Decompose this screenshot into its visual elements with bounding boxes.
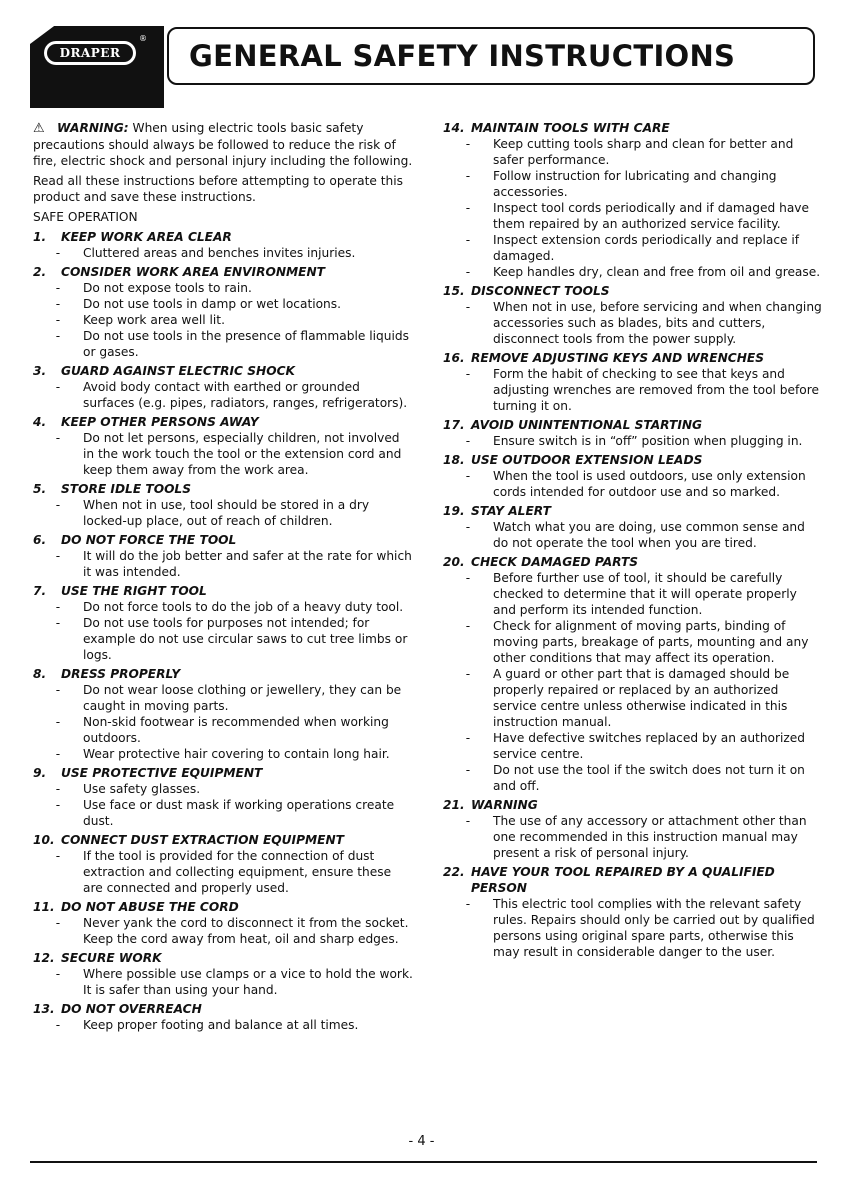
safety-section	[443, 417, 823, 449]
bullet-dash: -	[465, 814, 471, 828]
safety-section	[33, 666, 413, 762]
intro-paragraph: Read all these instructions before attempting to operate this product and save these instructions.	[33, 174, 403, 204]
item-text: This electric tool complies with the relevant safety rules. Repairs should only be carried out by qualified persons using original spare parts, otherwise this may result in considerable danger to the user.	[493, 897, 815, 959]
bullet-dash: -	[55, 1018, 61, 1032]
section-title: DO NOT FORCE THE TOOL	[61, 533, 237, 547]
safety-section	[33, 1001, 413, 1033]
bullet-dash: -	[465, 300, 471, 314]
section-heading	[33, 363, 413, 379]
warning-triangle-icon: ⚠	[33, 121, 45, 136]
list-item	[443, 730, 823, 762]
bullet-dash: -	[465, 367, 471, 381]
section-title: STORE IDLE TOOLS	[61, 482, 191, 496]
list-item	[443, 519, 823, 551]
item-text: Watch what you are doing, use common sense and do not operate the tool when you are tired.	[493, 520, 805, 550]
safety-section	[33, 832, 413, 896]
section-number: 12.	[33, 951, 55, 965]
left-sections	[33, 229, 413, 1033]
section-heading	[443, 283, 823, 299]
item-text: Keep proper footing and balance at all times.	[83, 1018, 359, 1032]
section-heading	[33, 765, 413, 781]
list-item	[443, 468, 823, 500]
page-title: GENERAL SAFETY INSTRUCTIONS	[189, 39, 736, 73]
list-item	[33, 1017, 413, 1033]
bullet-dash: -	[465, 469, 471, 483]
section-number: 7.	[33, 584, 47, 598]
item-text: Do not force tools to do the job of a heavy duty tool.	[83, 600, 404, 614]
item-text: It will do the job better and safer at the rate for which it was intended.	[83, 549, 412, 579]
safety-section	[33, 583, 413, 663]
safety-section	[33, 363, 413, 411]
section-number: 1.	[33, 230, 47, 244]
list-item	[33, 599, 413, 615]
section-heading	[33, 264, 413, 280]
bullet-dash: -	[55, 549, 61, 563]
item-text: Inspect extension cords periodically and replace if damaged.	[493, 233, 800, 263]
safety-section	[33, 899, 413, 947]
bullet-dash: -	[465, 763, 471, 777]
right-column	[443, 120, 823, 963]
list-item	[443, 366, 823, 414]
item-text: If the tool is provided for the connection of dust extraction and collecting equipment, ensure these are connected and properly used.	[83, 849, 392, 895]
bullet-dash: -	[465, 897, 471, 911]
list-item	[443, 618, 823, 666]
section-number: 14.	[443, 121, 465, 135]
list-item	[33, 245, 413, 261]
section-title: STAY ALERT	[471, 504, 551, 518]
section-title: CONNECT DUST EXTRACTION EQUIPMENT	[61, 833, 344, 847]
section-number: 9.	[33, 766, 47, 780]
logo-text: DRAPER	[47, 44, 133, 62]
section-number: 4.	[33, 415, 47, 429]
section-title: WARNING	[471, 798, 538, 812]
safety-section	[443, 864, 823, 960]
section-title: REMOVE ADJUSTING KEYS AND WRENCHES	[471, 351, 765, 365]
item-text: The use of any accessory or attachment other than one recommended in this instruction manual may present a risk of personal injury.	[493, 814, 807, 860]
section-heading	[33, 1001, 413, 1017]
item-text: Do not let persons, especially children, not involved in the work touch the tool or the extension cord and keep them away from the work area.	[83, 431, 402, 477]
section-heading	[33, 666, 413, 682]
item-text: Where possible use clamps or a vice to hold the work. It is safer than using your hand.	[83, 967, 413, 997]
section-title: KEEP OTHER PERSONS AWAY	[61, 415, 259, 429]
section-title: GUARD AGAINST ELECTRIC SHOCK	[61, 364, 295, 378]
item-text: Use face or dust mask if working operations create dust.	[83, 798, 395, 828]
section-heading	[33, 229, 413, 245]
bullet-dash: -	[55, 329, 61, 343]
bullet-dash: -	[465, 520, 471, 534]
safe-operation-heading: SAFE OPERATION	[33, 210, 138, 224]
item-text: Have defective switches replaced by an authorized service centre.	[493, 731, 806, 761]
section-number: 13.	[33, 1002, 55, 1016]
bullet-dash: -	[55, 715, 61, 729]
section-heading	[33, 899, 413, 915]
list-item	[443, 433, 823, 449]
bullet-dash: -	[55, 747, 61, 761]
section-heading	[443, 452, 823, 468]
page-number: - 4 -	[408, 1134, 435, 1149]
list-item	[33, 296, 413, 312]
bullet-dash: -	[55, 782, 61, 796]
item-text: Wear protective hair covering to contain long hair.	[83, 747, 390, 761]
section-heading	[443, 864, 823, 896]
item-text: A guard or other part that is damaged should be properly repaired or replaced by an authorized service centre unless otherwise indicated in this instruction manual.	[493, 667, 790, 729]
section-title: MAINTAIN TOOLS WITH CARE	[471, 121, 670, 135]
bullet-dash: -	[55, 798, 61, 812]
section-number: 3.	[33, 364, 47, 378]
bullet-dash: -	[465, 265, 471, 279]
item-text: Before further use of tool, it should be carefully checked to determine that it will operate properly and perform its intended function.	[493, 571, 797, 617]
section-number: 2.	[33, 265, 47, 279]
list-item	[33, 966, 413, 998]
footer-rule	[30, 1161, 817, 1163]
list-item	[33, 312, 413, 328]
item-text: Form the habit of checking to see that keys and adjusting wrenches are removed from the tool before turning it on.	[493, 367, 820, 413]
item-text: When not in use, before servicing and when changing accessories such as blades, bits and cutters, disconnect tools from the power supply.	[493, 300, 822, 346]
section-heading	[33, 950, 413, 966]
section-title: DISCONNECT TOOLS	[471, 284, 610, 298]
item-text: Cluttered areas and benches invites injuries.	[83, 246, 356, 260]
section-number: 17.	[443, 418, 465, 432]
list-item	[33, 615, 413, 663]
list-item	[443, 762, 823, 794]
section-title: USE PROTECTIVE EQUIPMENT	[61, 766, 263, 780]
list-item	[33, 328, 413, 360]
safety-section	[443, 283, 823, 347]
section-heading	[443, 120, 823, 136]
bullet-dash: -	[55, 600, 61, 614]
safety-section	[443, 797, 823, 861]
section-title: KEEP WORK AREA CLEAR	[61, 230, 232, 244]
section-heading	[443, 503, 823, 519]
section-number: 6.	[33, 533, 47, 547]
warning-text: When using electric tools basic safety precautions should always be followed to reduce the risk of fire, electric shock and personal injury including the following.	[33, 121, 413, 168]
section-heading	[443, 350, 823, 366]
bullet-dash: -	[55, 916, 61, 930]
list-item	[443, 264, 823, 280]
item-text: Avoid body contact with earthed or grounded surfaces (e.g. pipes, radiators, ranges, refrigerators).	[83, 380, 408, 410]
safety-section	[33, 414, 413, 478]
section-heading	[33, 532, 413, 548]
list-item	[33, 848, 413, 896]
warning-label: WARNING:	[57, 121, 129, 135]
bullet-dash: -	[465, 667, 471, 681]
section-heading	[443, 417, 823, 433]
bullet-dash: -	[465, 137, 471, 151]
bullet-dash: -	[465, 201, 471, 215]
item-text: Ensure switch is in “off” position when plugging in.	[493, 434, 803, 448]
section-number: 19.	[443, 504, 465, 518]
bullet-dash: -	[465, 619, 471, 633]
draper-logo	[44, 41, 136, 65]
safety-section	[443, 554, 823, 794]
section-title: USE THE RIGHT TOOL	[61, 584, 207, 598]
section-title: AVOID UNINTENTIONAL STARTING	[471, 418, 703, 432]
section-number: 10.	[33, 833, 55, 847]
bullet-dash: -	[55, 380, 61, 394]
list-item	[33, 497, 413, 529]
section-title: CHECK DAMAGED PARTS	[471, 555, 639, 569]
bullet-dash: -	[55, 967, 61, 981]
item-text: Follow instruction for lubricating and changing accessories.	[493, 169, 777, 199]
safety-section	[33, 765, 413, 829]
list-item	[443, 136, 823, 168]
item-text: Check for alignment of moving parts, binding of moving parts, breakage of parts, mounting and any other conditions that may affect its operation.	[493, 619, 809, 665]
bullet-dash: -	[55, 313, 61, 327]
list-item	[443, 200, 823, 232]
section-title: DRESS PROPERLY	[61, 667, 181, 681]
section-number: 21.	[443, 798, 465, 812]
section-number: 22.	[443, 865, 465, 879]
item-text: Do not use tools in damp or wet locations.	[83, 297, 342, 311]
bullet-dash: -	[55, 297, 61, 311]
section-number: 15.	[443, 284, 465, 298]
safety-section	[33, 229, 413, 261]
title-box	[167, 27, 815, 85]
list-item	[33, 746, 413, 762]
item-text: Keep cutting tools sharp and clean for better and safer performance.	[493, 137, 794, 167]
list-item	[443, 570, 823, 618]
section-number: 20.	[443, 555, 465, 569]
list-item	[443, 666, 823, 730]
list-item	[33, 548, 413, 580]
list-item	[33, 379, 413, 411]
item-text: Non-skid footwear is recommended when working outdoors.	[83, 715, 389, 745]
item-text: Do not use the tool if the switch does not turn it on and off.	[493, 763, 805, 793]
warning-paragraph	[33, 120, 413, 169]
section-number: 18.	[443, 453, 465, 467]
safety-section	[33, 532, 413, 580]
list-item	[33, 797, 413, 829]
section-number: 11.	[33, 900, 55, 914]
list-item	[443, 896, 823, 960]
bullet-dash: -	[55, 498, 61, 512]
list-item	[443, 168, 823, 200]
section-title: USE OUTDOOR EXTENSION LEADS	[471, 453, 703, 467]
section-heading	[443, 797, 823, 813]
section-heading	[33, 414, 413, 430]
section-title: DO NOT OVERREACH	[61, 1002, 202, 1016]
safety-section	[443, 350, 823, 414]
section-number: 5.	[33, 482, 47, 496]
list-item	[33, 714, 413, 746]
safety-section	[33, 950, 413, 998]
item-text: Do not use tools for purposes not intended; for example do not use circular saws to cut tree limbs or logs.	[83, 616, 408, 662]
section-title: CONSIDER WORK AREA ENVIRONMENT	[61, 265, 325, 279]
bullet-dash: -	[55, 246, 61, 260]
section-heading	[33, 481, 413, 497]
item-text: Use safety glasses.	[83, 782, 201, 796]
bullet-dash: -	[55, 281, 61, 295]
safety-section	[443, 503, 823, 551]
section-heading	[33, 583, 413, 599]
section-number: 8.	[33, 667, 47, 681]
bullet-dash: -	[465, 169, 471, 183]
list-item	[33, 280, 413, 296]
bullet-dash: -	[55, 683, 61, 697]
list-item	[33, 682, 413, 714]
item-text: Keep work area well lit.	[83, 313, 225, 327]
bullet-dash: -	[465, 731, 471, 745]
section-title: HAVE YOUR TOOL REPAIRED BY A QUALIFIED PERSON	[471, 865, 775, 895]
item-text: Inspect tool cords periodically and if damaged have them repaired by an authorized service facility.	[493, 201, 810, 231]
bullet-dash: -	[55, 849, 61, 863]
item-text: Never yank the cord to disconnect it from the socket. Keep the cord away from heat, oil and sharp edges.	[83, 916, 409, 946]
list-item	[33, 430, 413, 478]
list-item	[443, 299, 823, 347]
section-title: SECURE WORK	[61, 951, 162, 965]
bullet-dash: -	[465, 434, 471, 448]
section-number: 16.	[443, 351, 465, 365]
item-text: Keep handles dry, clean and free from oil and grease.	[493, 265, 821, 279]
registered-mark: ®	[139, 34, 147, 43]
item-text: Do not use tools in the presence of flammable liquids or gases.	[83, 329, 409, 359]
bullet-dash: -	[55, 616, 61, 630]
list-item	[33, 781, 413, 797]
safety-section	[33, 481, 413, 529]
item-text: When the tool is used outdoors, use only extension cords intended for outdoor use and so marked.	[493, 469, 806, 499]
safety-section	[443, 452, 823, 500]
list-item	[443, 232, 823, 264]
right-sections	[443, 120, 823, 960]
safety-section	[443, 120, 823, 280]
bullet-dash: -	[55, 431, 61, 445]
item-text: Do not wear loose clothing or jewellery, they can be caught in moving parts.	[83, 683, 402, 713]
bullet-dash: -	[465, 571, 471, 585]
list-item	[443, 813, 823, 861]
safety-section	[33, 264, 413, 360]
list-item	[33, 915, 413, 947]
bullet-dash: -	[465, 233, 471, 247]
left-column	[33, 120, 413, 1036]
section-heading	[443, 554, 823, 570]
section-title: DO NOT ABUSE THE CORD	[61, 900, 239, 914]
item-text: Do not expose tools to rain.	[83, 281, 252, 295]
item-text: When not in use, tool should be stored in a dry locked-up place, out of reach of children.	[83, 498, 370, 528]
section-heading	[33, 832, 413, 848]
